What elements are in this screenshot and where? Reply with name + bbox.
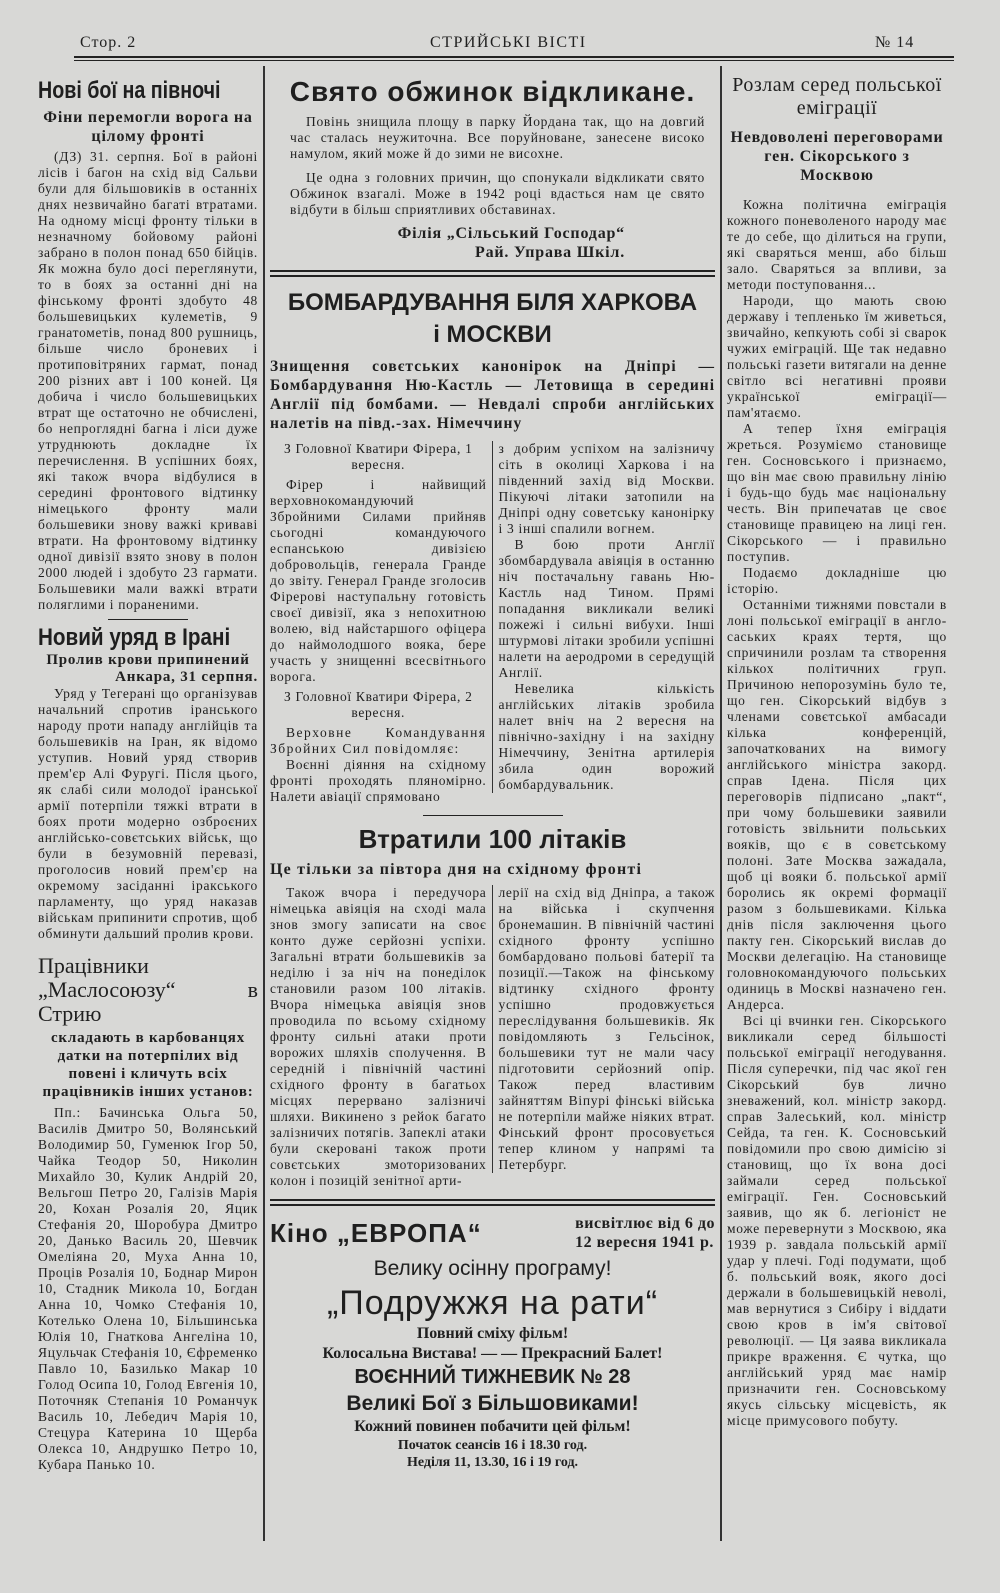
cinema-name: Кіно „ЕВРОПА“ xyxy=(270,1217,482,1248)
subhead: Фіни перемогли ворога на цілому фронті xyxy=(43,109,253,145)
subhead: складають в карбованцях датки на потерпілих від повені і кличуть всіх працівників інших установ: xyxy=(42,1030,254,1100)
newsreel-title: Великі Бої з Більшовиками! xyxy=(346,1392,639,1415)
paragraph: А тепер їхня еміграція жреться. Розуміємо становище ген. Сосновського і признаємо, що він має свою правильну лінію і будь-що будь має національну честь. Він припечатав це своє становище правицею на лиці ген. Сікорського — і правильно поступив. xyxy=(727,421,947,564)
divider xyxy=(270,1204,715,1206)
dateline: Анкара, 31 серпня. xyxy=(115,669,258,685)
headline: Новий уряд в Ірані xyxy=(38,624,231,651)
divider xyxy=(108,619,188,620)
donor-list: Пп.: Бачинська Ольга 50, Василів Дмитро 50, Волянський Володимир 50, Гуменюк Ігор 50, Чайка Теодор 50, Николин Михайло 30, Кулик Андрій 20, Вельгош Петро 20, Галізів Марія 20, Кохан Розалія 20, Яцик Стефанія 20, Шоробура Дмитро 20, Данько Василь 20, Шевчик Омеліяна 20, Муха Анна 10, Проців Розалія 10, Боднар Мирон 10, Стадник Микола 10, Богдан Анна 10, Чомко Стефанія 10, Котелько Олена 10, Більшинська Юлія 10, Гнаткова Ангеліна 10, Яцульчак Стефанія 10, Єфременко Павло 10, Базилько Макар 10 Голод Осипа 10, Голод Евгенія 10, Поточняк Степанія 10 Романчук Василь 10, Лебедич Марія 10, Стецура Катерина 10 Щерба Олекса 10, Андрушко Петро 10, Кубара Панько 10. xyxy=(38,1105,258,1472)
article-bombing xyxy=(270,287,715,805)
paragraph: з добрим успіхом на залізничу сіть в околиці Харкова і на південний захід від Москви. Пікуючі літаки затопили на Дніпрі одну советську канонірку і 3 інші спалили вогнем. xyxy=(498,441,715,536)
article-new-battles xyxy=(38,76,258,613)
subhead: Знищення совєтських канонірок на Дніпрі — Бомбардування Ню-Кастль — Летовища в середині Англії під бомбами. — Невдалі спроби англійських налетів на півд.-зах. Німеччину xyxy=(270,358,715,432)
newsreel: ВОЄННИЙ ТИЖНЕВИК № 28 xyxy=(354,1366,631,1388)
headline: Працівники „Маслосоюзу“ в Стрию xyxy=(38,953,258,1026)
paragraph: В бою проти Англії збомбардувала авіяція в останню ніч постачальну гавань Ню-Кастль над Тином. Прямі попадання викликали великі пожежі і сильні вибухи. Інші штурмові літаки зробили успішні налети на аеродроми в середущій Англії. xyxy=(498,537,715,680)
headline: і МОСКВИ xyxy=(433,321,552,348)
planes-col-2 xyxy=(492,885,716,1173)
paragraph: Невелика кількість англійських літаків зробила налет вніч на 2 вересня на північно-західну і на західну Німеччину, Зенітна артилерія збила один ворожий бомбардувальник. xyxy=(498,681,715,792)
headline: Розлам серед польської еміграції xyxy=(732,74,942,119)
column-divider xyxy=(263,66,265,1541)
subhead: Невдоволені переговорами ген. Сікорського з Москвою xyxy=(730,129,944,184)
divider xyxy=(423,815,563,816)
signature: Філія „Сільський Господар“ xyxy=(397,225,625,242)
paragraph: Це одна з головних причин, що спонукали відкликати свято Обжинок взагалі. Може в 1942 році вдасться нам це свято відбути в більш сприятливих обставинах. xyxy=(290,170,705,217)
header-rule-thin xyxy=(74,60,954,61)
article-iran xyxy=(38,624,258,942)
paragraph: Також вчора і передучора німецька авіяція на сході мала знов змогу записати на своє конто дуже серйозні успіхи. Загальні втрати большевиків за неділю і за ніч на понеділок становили разом 100 літаків. Вчора німецька авіяція знов проводила по всьому східному фронту сильні атаки проти ворожих шляхів сполучення. В середній і північній частині східного фронту в багатьох місцях перервано залізничі шляхи. Викинено з рейок багато залізничих потягів. Запеклі атаки були скеровані також проти совєтських змоторизованих колон і позицій зенітної арти- xyxy=(270,885,487,1188)
film-description: Повний сміху фільм! xyxy=(416,1325,569,1342)
article-polish-emigration xyxy=(727,74,947,1429)
planes-col-1 xyxy=(270,885,487,1189)
dateline: З Головної Кватири Фірера, 2 вересня. xyxy=(283,689,473,720)
program: Велику осінну програму! xyxy=(373,1257,612,1280)
paragraph: Верховне Командування Збройних Сил повідомляє: xyxy=(270,725,487,756)
divider xyxy=(270,270,715,272)
page-header xyxy=(80,34,930,56)
film-title: „Подружжя на рати“ xyxy=(326,1284,659,1322)
paragraph: Всі ці вчинки ген. Сікорського викликали серед більшості польської еміграції негодування. Після суперечки, під час якої ген Сікорський був лично зневажений, кол. міністр закорд. справ Залеський, кол. міністр Сейда, та ген. К. Сосновський повідомили про свою димісію зі становищ, що їх вона досі займали серед польської еміграції. Ген. Сосновський заявив, що як б. легіоніст не може перевернути з Москвою, яка 1939 р. завдала польській армії удар у плечі. Годі подумати, щоб б. польський вояк, якого досі держали в большевицькій неволі, мав вернутися з Сибіру і віддати свою кров в ім'я світової революції. — Ця заява викликала прикре враження. Є чутка, що англійський уряд має намір призначити ген. Сосновському якусь сільську місцевість, як місце примусового побуту. xyxy=(727,1013,947,1428)
header-rule xyxy=(74,56,954,58)
bombing-col-1 xyxy=(270,441,487,805)
bombing-col-2 xyxy=(492,441,716,793)
divider xyxy=(270,1199,715,1201)
paragraph: Кожна політична еміграція кожного поневоленого народу має те до себе, що ділиться на групи, які сваряться менш, або більш зало. Сваряться за впливи, за методи поступовання... xyxy=(727,197,947,292)
left-column xyxy=(38,76,258,1473)
subhead: Пролив крови припинений xyxy=(46,652,250,668)
divider xyxy=(270,275,715,277)
show-dates-line: висвітлює від 6 до xyxy=(575,1215,715,1232)
cinema-advertisement xyxy=(270,1214,715,1471)
paragraph: Повінь знищила площу в парку Йордана так, що на довгий час сталась неужиточна. Все поруйноване, занесене високо намулом, який може й до зими не висохне. xyxy=(290,114,705,161)
paragraph: Фірер і найвищий верховнокомандуючий Збройними Силами прийняв сьогодні командуючого еспанською дивізією добровольців, генерала Гранде до звіту. Генерал Гранде зголосив Фірерові наступальну готовість своєї дивізії, яка з непохитною волею, від найстаршого офіцера до наймолодшого вояка, бере участь у знищенні всесвітнього ворога. xyxy=(270,477,487,684)
show-times: Початок сеансів 16 і 18.30 год. xyxy=(397,1438,588,1453)
headline: Свято обжинок відкликане. xyxy=(289,76,696,107)
signature: Рай. Управа Шкіл. xyxy=(475,244,625,261)
paragraph: Останніми тижнями повстали в лоні польської еміграції в англо-саських краях тертя, що спричинили розлам та створення кількох політичних груп. Причиною непорозумінь було те, що ген. Сікорський відбув з членами совєтської амбасади кілька конференцій, започаткованих на вимогу англійського міністра закорд. справ Ідена. Після цих переговорів підписано „пакт“, при чому большевики заявили готовість звільнити польських вояків, що є в совєтському полоні. Зате Москва зажадала, щоб ці вояки б. польської армії боролись як окремі формації разом з большевиками. Кілька днів після заключення цього пакту ген. Сікорський вислав до Москви делегацію. На становище головнокомандуючого польських одиниць в Москві назначено ген. Андерса. xyxy=(727,597,947,1012)
article-text: Уряд у Тегерані що організував начальний спротив іранського народу проти нападу англійців та большевиків на Іран, як відомо уступив. Новий уряд створив прем'єр Алі Фуругі. Після цього, як слабі сили молодої іранської армії потерпіли тяжкі втрати в боях проти модерно озброєних англійсько-совєтських військ, що були в безумовній перевазі, проголосив новий прем'єр на окремому засіданні іракського парламенту, що уряд наказав військам припинити спротив, щоб обминути дальший пролив крови. xyxy=(38,686,258,941)
issue-number: № 14 xyxy=(875,34,915,51)
paragraph: лерії на схід від Дніпра, а також на війська і скупчення бронемашин. В північній частині східного фронту успішно бомбардовано польові батерії та позиції.—Також на фінському відтинку східного фронту успішно продовжується переслідування большевиків. Як повідомляють з Гельсінок, большевики тут не мали часу підготовити серйозний опір. Також перед властивим зайняттям Віпурі фінські війська не потерпіли майже ніяких втрат. Фінський фронт просовується тепер клином у напрямі та Петербург. xyxy=(498,885,715,1172)
column-divider xyxy=(720,66,722,1541)
headline: БОМБАРДУВАННЯ БІЛЯ ХАРКОВА xyxy=(287,289,698,316)
article-harvest-festival xyxy=(270,74,715,262)
dateline: З Головної Кватири Фірера, 1 вересня. xyxy=(283,441,473,472)
subhead: Це тільки за півтора дня на східному фронті xyxy=(270,861,643,878)
paragraph: Подаємо докладніше цю історію. xyxy=(727,565,947,596)
call-to-action: Кожний повинен побачити цей фільм! xyxy=(354,1418,631,1435)
article-100-planes xyxy=(270,822,715,1189)
paragraph: Воєнні діяння на східному фронті проходять пляномірно. Налети авіації спрямовано xyxy=(270,757,487,804)
middle-column xyxy=(270,74,715,1471)
show-times: Неділя 11, 13.30, 16 і 19 год. xyxy=(406,1455,579,1470)
newspaper-title: СТРИЙСЬКІ ВІСТІ xyxy=(430,34,587,51)
page-number: Стор. 2 xyxy=(80,34,137,51)
article-text: (ДЗ) 31. серпня. Бої в районі лісів і багон на схід від Сальви були для більшовиків в останніх днях незвичайно багаті втратами. На одному місці фронту тільки в незначному бойовому районі забрано в полон понад 650 бійців. Як можна було досі переглянути, то в боях за останні дні на фінському фронті здобуто 48 большевицьких кулеметів, 9 гранатометів, понад 800 рушниць, більше число броневих і протиповітряних гармат, понад 200 різних авт і 100 коней. Ця добича і число большевицьких втрат ще остаточно не обчислені, бо непроглядні багна і ліси дуже утруднюють докладне їх перечислення. В успішних боях, які також вчора відбулися в середині фронтового відтинку німецького фронту мали большевики знову важкі криваві втрати. На фронтовому відтинку одної дивізії взято знову в полон 2000 людей і здобуто 23 гармати. Большевики мали важкі втрати поляглими і пораненими. xyxy=(38,149,258,612)
show-description: Колосальна Вистава! — — Прекрасний Балет! xyxy=(322,1345,663,1362)
article-donations xyxy=(38,954,258,1473)
show-dates-line: 12 вересня 1941 р. xyxy=(575,1234,714,1251)
headline: Нові бої на півночі xyxy=(38,77,221,104)
show-dates xyxy=(575,1214,715,1252)
headline: Втратили 100 літаків xyxy=(358,824,627,854)
paragraph: Народи, що мають свою державу і тепленько їм живеться, звичайно, кепкують собі зі сварок чужих еміграцій. Ще так недавно польські газети витягали на денне світло всі негативні прояви української еміграції—пам'ятаємо. xyxy=(727,293,947,420)
